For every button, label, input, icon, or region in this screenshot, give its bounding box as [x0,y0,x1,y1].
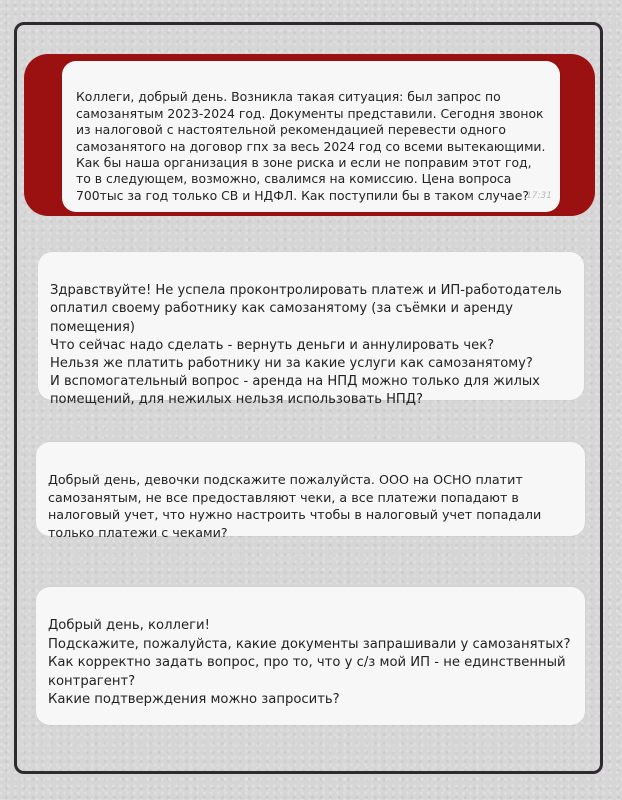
message-text-2: Здравствуйте! Не успела проконтролировать платеж и ИП-работодатель оплатил своему работнику как самозанятому (за съёмки и аренду помещения) Что сейчас надо сделать - вернуть деньги и аннулировать чек? Нельзя же платить работнику ни за какие услуги как самозанятому? И вспомогательный вопрос - аренда на НПД можно только для жилых помещений, для нежилых нельзя использовать НПД? [50,283,562,408]
message-time-1: 17:31 [526,190,552,201]
message-bubble-3 [36,442,585,540]
message-bubble-2 [38,252,584,408]
message-text-1: Коллеги, добрый день. Возникла такая ситуация: был запрос по самозанятым 2023-2024 год. Документы представили. Сегодня звонок из налоговой с настоятельной рекомендацией перевести одного самозанятого на договор гпх за весь 2024 год со всеми вытекающими. Как бы наша организация в зоне риска и если не поправим этот год, то в следующем, возможно, свалимся на комиссию. Цена вопроса 700тыс за год только СВ и НДФЛ. Как поступили бы в таком случае? [76,89,546,203]
message-text-3: Добрый день, девочки подскажите пожалуйста. ООО на ОСНО платит самозанятым, не все предоставляют чеки, а все платежи попадают в налоговый учет, что нужно настроить чтобы в налоговый учет попадали только платежи с чеками? [48,472,542,540]
message-bubble-1 [62,61,560,212]
message-bubble-4 [36,587,585,725]
message-text-4: Добрый день, коллеги! Подскажите, пожалуйста, какие документы запрашивали у самозанятых? Как корректно задать вопрос, про то, что у с/з мой ИП - не единственный контрагент? Какие подтверждения можно запросить? [48,618,571,708]
